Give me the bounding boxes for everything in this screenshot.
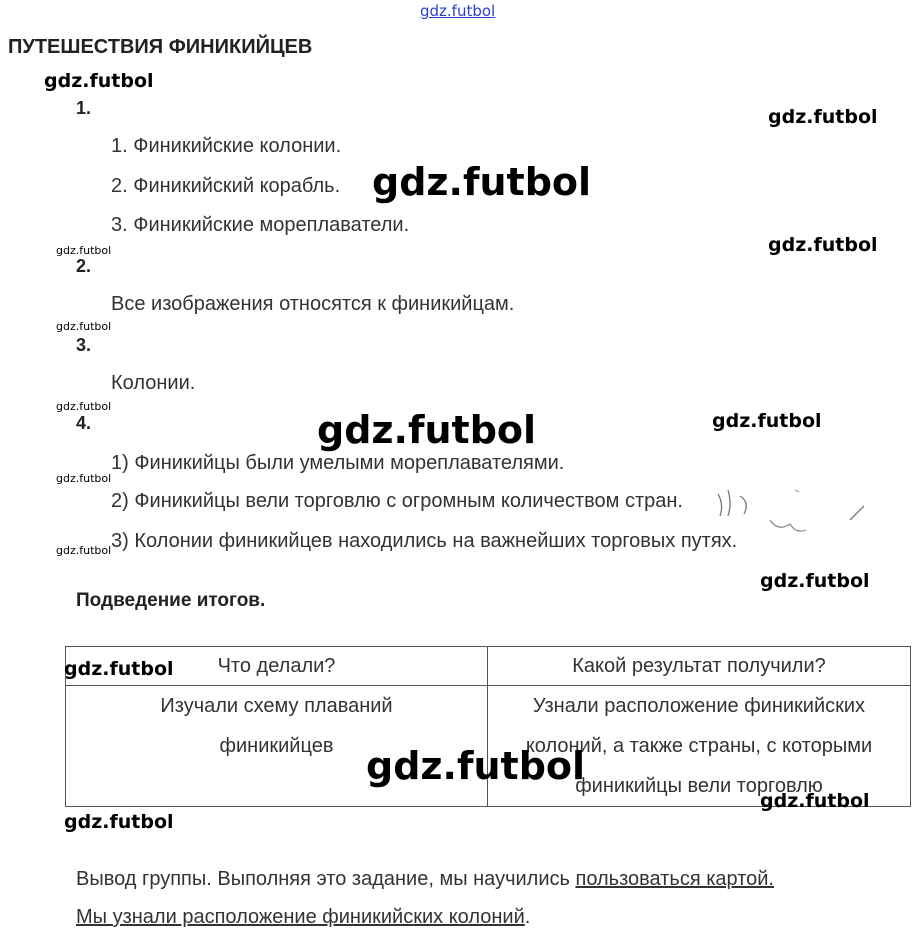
task-1-line-3: 3. Финикийские мореплаватели. bbox=[111, 214, 410, 236]
watermark: gdz.futbol bbox=[760, 570, 870, 592]
watermark: gdz.futbol bbox=[760, 790, 870, 812]
task-1-number: 1. bbox=[76, 98, 92, 118]
handwriting-scribble bbox=[700, 480, 870, 560]
watermark: gdz.futbol bbox=[64, 811, 174, 833]
table-header-cell: Что делали? bbox=[66, 647, 488, 686]
conclusion-line-1 bbox=[76, 868, 906, 891]
watermark: gdz.futbol bbox=[317, 408, 537, 452]
watermark-top: gdz.futbol bbox=[420, 2, 496, 20]
task-4-number: 4. bbox=[76, 413, 92, 433]
task-1-line-2: 2. Финикийский корабль. bbox=[111, 175, 341, 197]
watermark: gdz.futbol bbox=[56, 244, 112, 257]
table-cell-line: колоний, а также страны, с которыми bbox=[525, 735, 873, 757]
watermark: gdz.futbol bbox=[56, 320, 112, 333]
task-3-number: 3. bbox=[76, 335, 92, 355]
watermark: gdz.futbol bbox=[768, 234, 878, 256]
conclusion-underlined-1: пользоваться картой. bbox=[575, 868, 774, 890]
conclusion-suffix: . bbox=[524, 906, 531, 928]
watermark: gdz.futbol bbox=[56, 400, 112, 413]
watermark: gdz.futbol bbox=[366, 744, 586, 788]
conclusion-prefix: Вывод группы. Выполняя это задание, мы научились bbox=[76, 868, 576, 890]
task-4-line-2: 2) Финикийцы вели торговлю с огромным количеством стран. bbox=[111, 490, 683, 512]
table-cell-line: Узнали расположение финикийских bbox=[532, 695, 866, 717]
table-header-cell: Какой результат получили? bbox=[488, 647, 911, 686]
task-2-line-1: Все изображения относятся к финикийцам. bbox=[111, 293, 515, 315]
conclusion-line-2 bbox=[76, 906, 906, 929]
watermark: gdz.futbol bbox=[64, 658, 174, 680]
watermark: gdz.futbol bbox=[56, 472, 112, 485]
watermark: gdz.futbol bbox=[768, 106, 878, 128]
summary-heading: Подведение итогов. bbox=[76, 590, 266, 611]
watermark: gdz.futbol bbox=[712, 410, 822, 432]
task-4-line-1: 1) Финикийцы были умелыми мореплавателями. bbox=[111, 452, 565, 474]
watermark: gdz.futbol bbox=[56, 544, 112, 557]
task-1-line-1: 1. Финикийские колонии. bbox=[111, 135, 342, 157]
watermark: gdz.futbol bbox=[372, 160, 592, 204]
table-cell-line: финикийцы вели торговлю bbox=[575, 775, 823, 797]
table-cell-line: Изучали схему плаваний bbox=[160, 695, 393, 717]
task-3-line-1: Колонии. bbox=[111, 372, 196, 394]
table-header-row bbox=[66, 647, 911, 686]
page-title: ПУТЕШЕСТВИЯ ФИНИКИЙЦЕВ bbox=[8, 36, 313, 58]
task-4-line-3: 3) Колонии финикийцев находились на важнейших торговых путях. bbox=[111, 530, 738, 552]
watermark: gdz.futbol bbox=[44, 70, 154, 92]
conclusion-underlined-2: Мы узнали расположение финикийских колоний bbox=[76, 906, 525, 928]
task-2-number: 2. bbox=[76, 256, 92, 276]
table-cell-line: финикийцев bbox=[219, 735, 334, 757]
